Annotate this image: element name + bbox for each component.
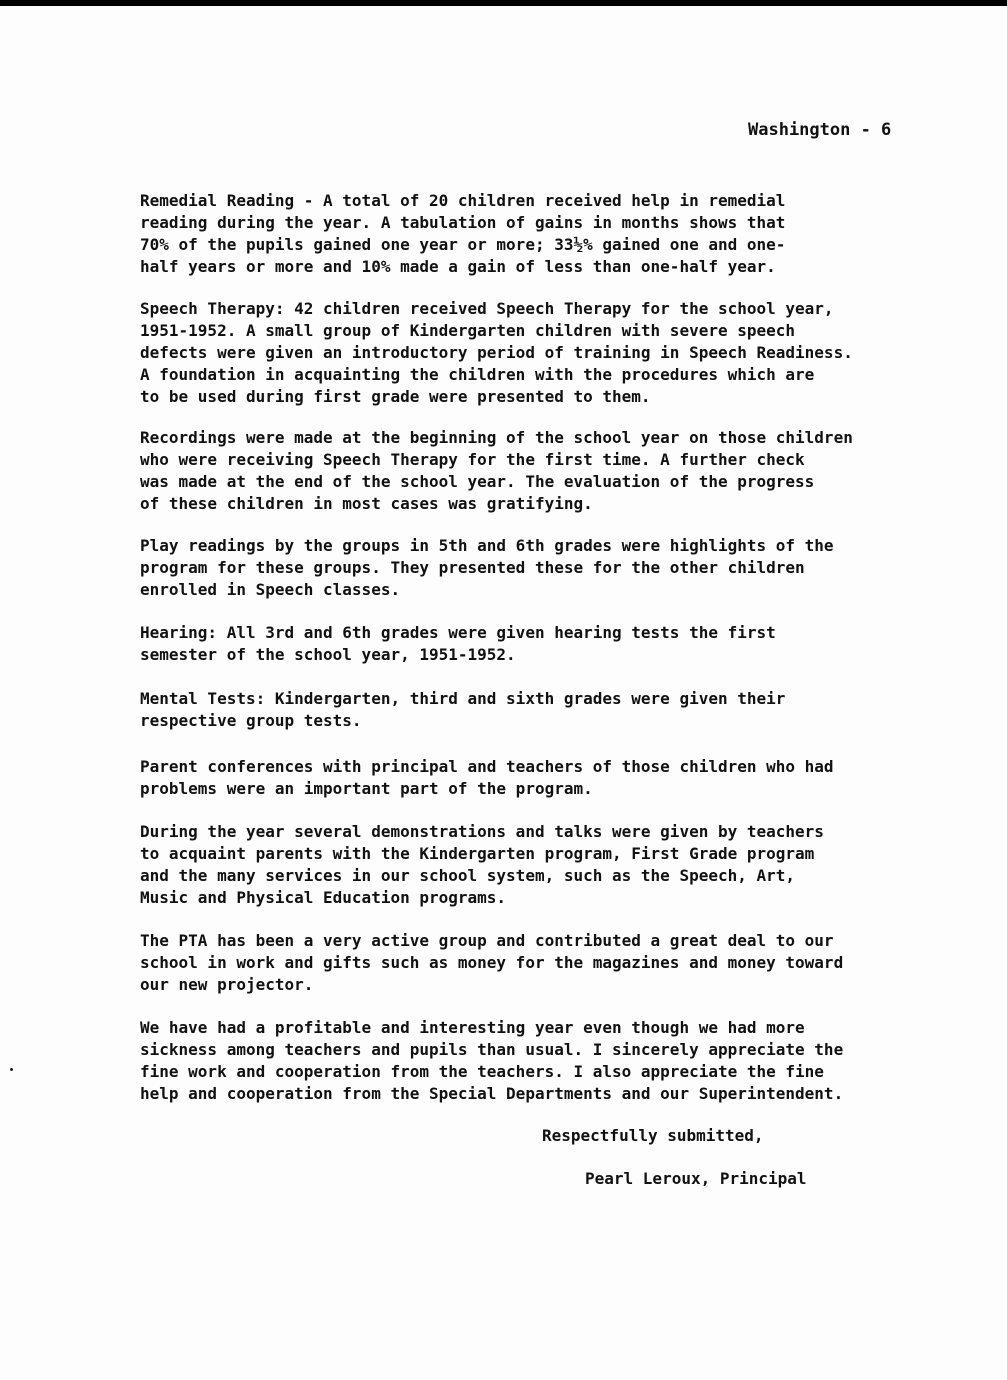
text-line: enrolled in Speech classes. — [140, 580, 401, 599]
text-line: Speech Therapy: 42 children received Speech Therapy for the school year, — [140, 299, 834, 318]
text-line: problems were an important part of the program. — [140, 779, 593, 798]
text-line: Play readings by the groups in 5th and 6th grades were highlights of the — [140, 536, 834, 555]
paragraph-remedial-reading — [140, 190, 950, 278]
text-line: Hearing: All 3rd and 6th grades were given hearing tests the first — [140, 623, 776, 642]
text-line: We have had a profitable and interesting year even though we had more — [140, 1018, 805, 1037]
text-line: semester of the school year, 1951-1952. — [140, 645, 516, 664]
text-line: defects were given an introductory period of training in Speech Readiness. — [140, 343, 853, 362]
text-line: During the year several demonstrations and talks were given by teachers — [140, 822, 824, 841]
text-line: sickness among teachers and pupils than usual. I sincerely appreciate the — [140, 1040, 844, 1059]
paragraph-play-readings — [140, 535, 950, 601]
text-line: and the many services in our school system, such as the Speech, Art, — [140, 866, 796, 885]
text-line: Mental Tests: Kindergarten, third and sixth grades were given their — [140, 689, 786, 708]
text-line: The PTA has been a very active group and contributed a great deal to our — [140, 931, 834, 950]
paragraph-hearing — [140, 622, 950, 666]
paragraph-parent-conferences — [140, 756, 950, 800]
paragraph-mental-tests — [140, 688, 950, 732]
text-line: 70% of the pupils gained one year or more; 33½% gained one and one- — [140, 235, 786, 254]
paragraph-closing-remarks — [140, 1017, 950, 1105]
text-line: of these children in most cases was gratifying. — [140, 494, 593, 513]
text-line: Remedial Reading - A total of 20 children received help in remedial — [140, 191, 786, 210]
text-line: Parent conferences with principal and teachers of those children who had — [140, 757, 834, 776]
text-line: reading during the year. A tabulation of gains in months shows that — [140, 213, 786, 232]
text-line: Recordings were made at the beginning of the school year on those children — [140, 428, 853, 447]
text-line: to acquaint parents with the Kindergarten program, First Grade program — [140, 844, 815, 863]
text-line: Music and Physical Education programs. — [140, 888, 507, 907]
text-line: fine work and cooperation from the teachers. I also appreciate the fine — [140, 1062, 824, 1081]
scan-border — [0, 0, 1007, 6]
closing-line: Respectfully submitted, — [542, 1126, 764, 1145]
paragraph-pta — [140, 930, 950, 996]
text-line: respective group tests. — [140, 711, 362, 730]
paragraph-recordings — [140, 427, 950, 515]
text-line: who were receiving Speech Therapy for the first time. A further check — [140, 450, 805, 469]
text-line: school in work and gifts such as money for the magazines and money toward — [140, 953, 844, 972]
text-line: help and cooperation from the Special Departments and our Superintendent. — [140, 1084, 844, 1103]
text-line: was made at the end of the school year. The evaluation of the progress — [140, 472, 815, 491]
text-line: 1951-1952. A small group of Kindergarten children with severe speech — [140, 321, 796, 340]
text-line: program for these groups. They presented these for the other children — [140, 558, 805, 577]
text-line: to be used during first grade were presented to them. — [140, 387, 651, 406]
signature-line: Pearl Leroux, Principal — [585, 1169, 807, 1188]
paragraph-speech-therapy — [140, 298, 950, 408]
paragraph-demonstrations — [140, 821, 950, 909]
scan-speck — [10, 1068, 13, 1071]
page-header: Washington - 6 — [748, 120, 892, 140]
text-line: our new projector. — [140, 975, 314, 994]
text-line: A foundation in acquainting the children with the procedures which are — [140, 365, 815, 384]
text-line: half years or more and 10% made a gain of less than one-half year. — [140, 257, 776, 276]
